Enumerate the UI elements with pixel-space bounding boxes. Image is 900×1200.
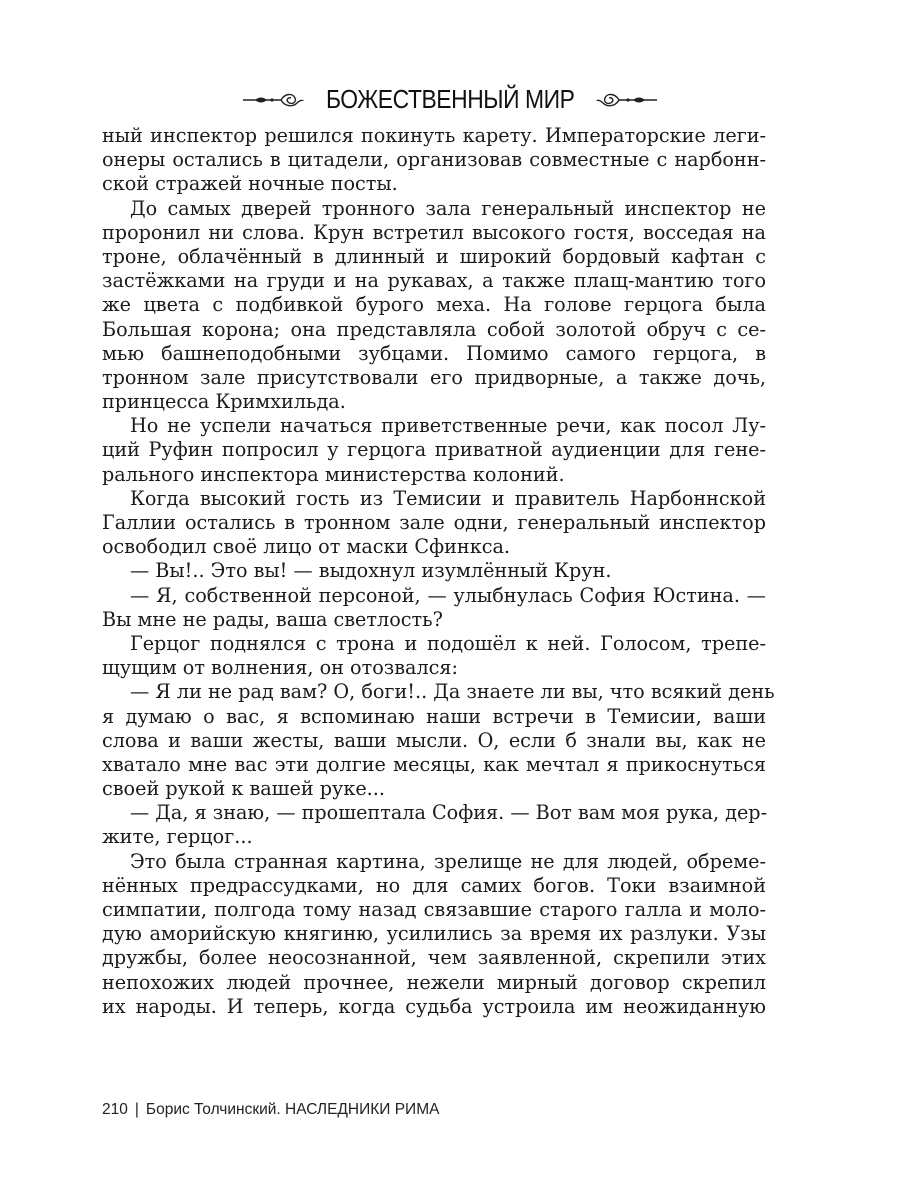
text-line: — Да, я знаю, — прошептала София. — Вот вам моя рука, дер- [130, 801, 768, 825]
page-footer [102, 1101, 439, 1119]
text-line: онеры остались в цитадели, организовав совместные с нарбонн- [102, 148, 766, 172]
text-line: дружбы, более неосознанной, чем заявленной, скрепили этих [102, 946, 766, 970]
text-line: Галлии остались в тронном зале одни, генеральный инспектор [102, 511, 766, 534]
body-text [102, 124, 775, 1019]
text-line: ный инспектор решился покинуть карету. Императорские леги- [102, 124, 766, 147]
text-line: Это была странная картина, зрелище не для людей, обреме- [130, 849, 766, 873]
text-line: — Я, собственной персоной, — улыбнулась София Юстина. — [130, 583, 766, 607]
text-line: мью башнеподобными зубцами. Помимо самого герцога, в [102, 341, 766, 365]
text-line: — Вы!.. Это вы! — выдохнул изумлённый Крун. [130, 559, 612, 583]
text-line: До самых дверей тронного зала генеральный инспектор не [130, 196, 766, 220]
text-line: нённых предрассудками, но для самих богов. Токи взаимной [102, 873, 766, 897]
text-line: Но не успели начаться приветственные речи, как посол Лу- [130, 414, 766, 438]
text-line: тронном зале присутствовали его придворные, а также дочь, [102, 365, 766, 389]
text-line: застёжками на груди и на рукавах, а также плащ-мантию того [102, 269, 766, 293]
text-line: симпатии, полгода тому назад связавшие старого галла и моло- [102, 898, 766, 921]
text-line: дую аморийскую княгиню, усилились за время их разлуки. Узы [102, 922, 766, 946]
text-line: Большая корона; она представляла собой золотой обруч с се- [102, 317, 766, 341]
running-head-title: БОЖЕСТВЕННЫЙ МИР [325, 84, 575, 114]
text-line: жите, герцог... [102, 825, 253, 849]
text-line: я думаю о вас, я вспоминаю наши встречи в Темисии, ваши [102, 704, 766, 728]
text-line: проронил ни слова. Крун встретил высокого гостя, восседая на [102, 220, 766, 244]
text-line: Герцог поднялся с трона и подошёл к ней. Голосом, трепе- [130, 631, 766, 655]
text-line: непохожих людей прочнее, нежели мирный договор скрепил [102, 970, 766, 994]
text-line: же цвета с подбивкой бурого меха. На голове герцога была [102, 293, 766, 317]
right-ornament-icon [595, 90, 659, 110]
running-head [0, 84, 900, 115]
text-line: — Я ли не рад вам? О, боги!.. Да знаете ли вы, что всякий день [130, 680, 775, 704]
text-line: своей рукой к вашей руке... [102, 777, 385, 801]
left-ornament-icon [241, 90, 305, 110]
text-line: рального инспектора министерства колоний. [102, 462, 565, 486]
text-line: Вы мне не рады, ваша светлость? [102, 607, 443, 631]
text-line: их народы. И теперь, когда судьба устроила им неожиданную [102, 994, 766, 1018]
text-line: хватало мне вас эти долгие месяцы, как мечтал я прикоснуться [102, 752, 766, 776]
text-line: щущим от волнения, он отозвался: [102, 656, 458, 680]
footer-separator: | [134, 1101, 139, 1118]
text-line: Когда высокий гость из Темисии и правитель Нарбоннской [130, 486, 766, 510]
page-number: 210 [102, 1101, 128, 1118]
text-line: принцесса Кримхильда. [102, 390, 346, 414]
text-line: ской стражей ночные посты. [102, 172, 398, 196]
footer-book-title: Борис Толчинский. НАСЛЕДНИКИ РИМА [145, 1101, 440, 1118]
text-line: слова и ваши жесты, ваши мысли. О, если б знали вы, как не [102, 728, 766, 752]
text-line: освободил своё лицо от маски Сфинкса. [102, 535, 510, 559]
text-line: троне, облачённый в длинный и широкий бордовый кафтан с [102, 244, 766, 268]
text-line: ций Руфин попросил у герцога приватной аудиенции для гене- [102, 438, 766, 462]
